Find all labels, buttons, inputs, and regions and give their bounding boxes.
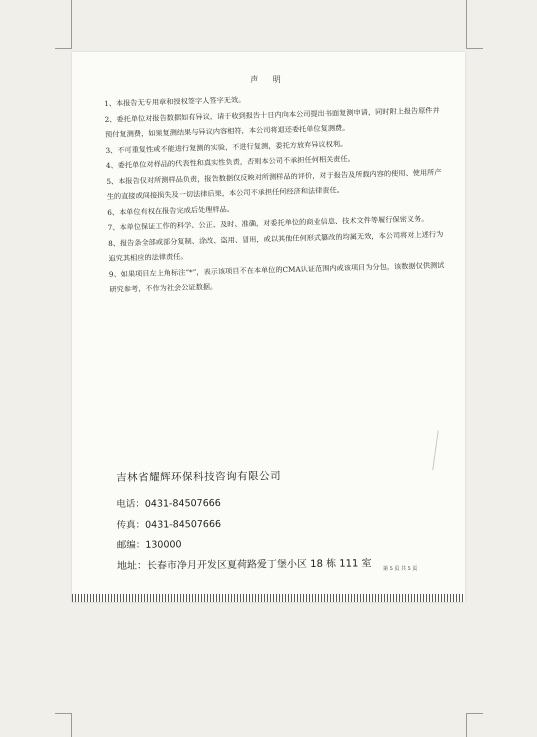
- statement-text: 8、报告条全部或部分复制、涂改、盗用、冒用，或以其他任何形式篡改的均属无效，本公司将对上述行为追究其相应的法律责任。: [107, 229, 444, 263]
- company-phone: 电话：0431-84507666: [116, 497, 221, 510]
- company-postcode: 邮编：130000: [116, 539, 182, 551]
- crop-mark-top-right: [466, 0, 483, 49]
- company-name: 吉林省耀辉环保科技咨询有限公司: [116, 470, 282, 484]
- scan-bottom-edge: [72, 594, 465, 602]
- crop-mark-top-left: [55, 0, 72, 49]
- statement-text: 2、委托单位对报告数据如有异议，请于收到报告十日内向本公司提出书面复测申请，同时附上报告原件并预付复测费，如果复测结果与异议内容相符，本公司将退还委托单位复测费。: [104, 105, 440, 139]
- document-title: 声 明: [250, 75, 287, 84]
- scan-mark: [429, 430, 439, 470]
- crop-mark-bottom-left: [55, 713, 72, 737]
- scanned-page: [72, 52, 465, 602]
- statement-text: 1、本报告无专用章和授权签字人签字无效。: [104, 95, 246, 108]
- statement-text: 3、不可重复性或不能进行复测的实验，不进行复测，委托方放弃异议权利。: [105, 138, 348, 155]
- page-number: 第 5 页 共 5 页: [383, 566, 418, 572]
- company-address: 地址：长春市净月开发区夏荷路爱丁堡小区 18 栋 111 室: [116, 557, 372, 572]
- company-info: [116, 467, 437, 577]
- crop-mark-bottom-right: [466, 713, 483, 737]
- company-fax: 传真：0431-84507666: [116, 518, 222, 531]
- statement-text: 5、本报告仅对所测样品负责，报告数据仅反映对所测样品的评价，对于报告及所载内容的使用、使用所产生的直接或间接损失及一切法律后果，本公司不承担任何经济和法律责任。: [106, 167, 442, 201]
- statement-list: [104, 86, 451, 297]
- statement-text: 7、本单位保证工作的科学、公正、及时、准确，对委托单位的商业信息、技术文件等履行保密义务。: [107, 213, 429, 232]
- statement-text: 4、委托单位对样品的代表性和真实性负责，否则本公司不承担任何相关责任。: [105, 154, 355, 170]
- statement-text: 9、如果项目左上角标注“*”，表示该项目不在本单位的CMA认证范围内或该项目为分包，该数据仅供测试研究参考，不作为社会公证数据。: [108, 260, 445, 294]
- statement-text: 6、本单位有权在报告完成后处理样品。: [107, 203, 235, 217]
